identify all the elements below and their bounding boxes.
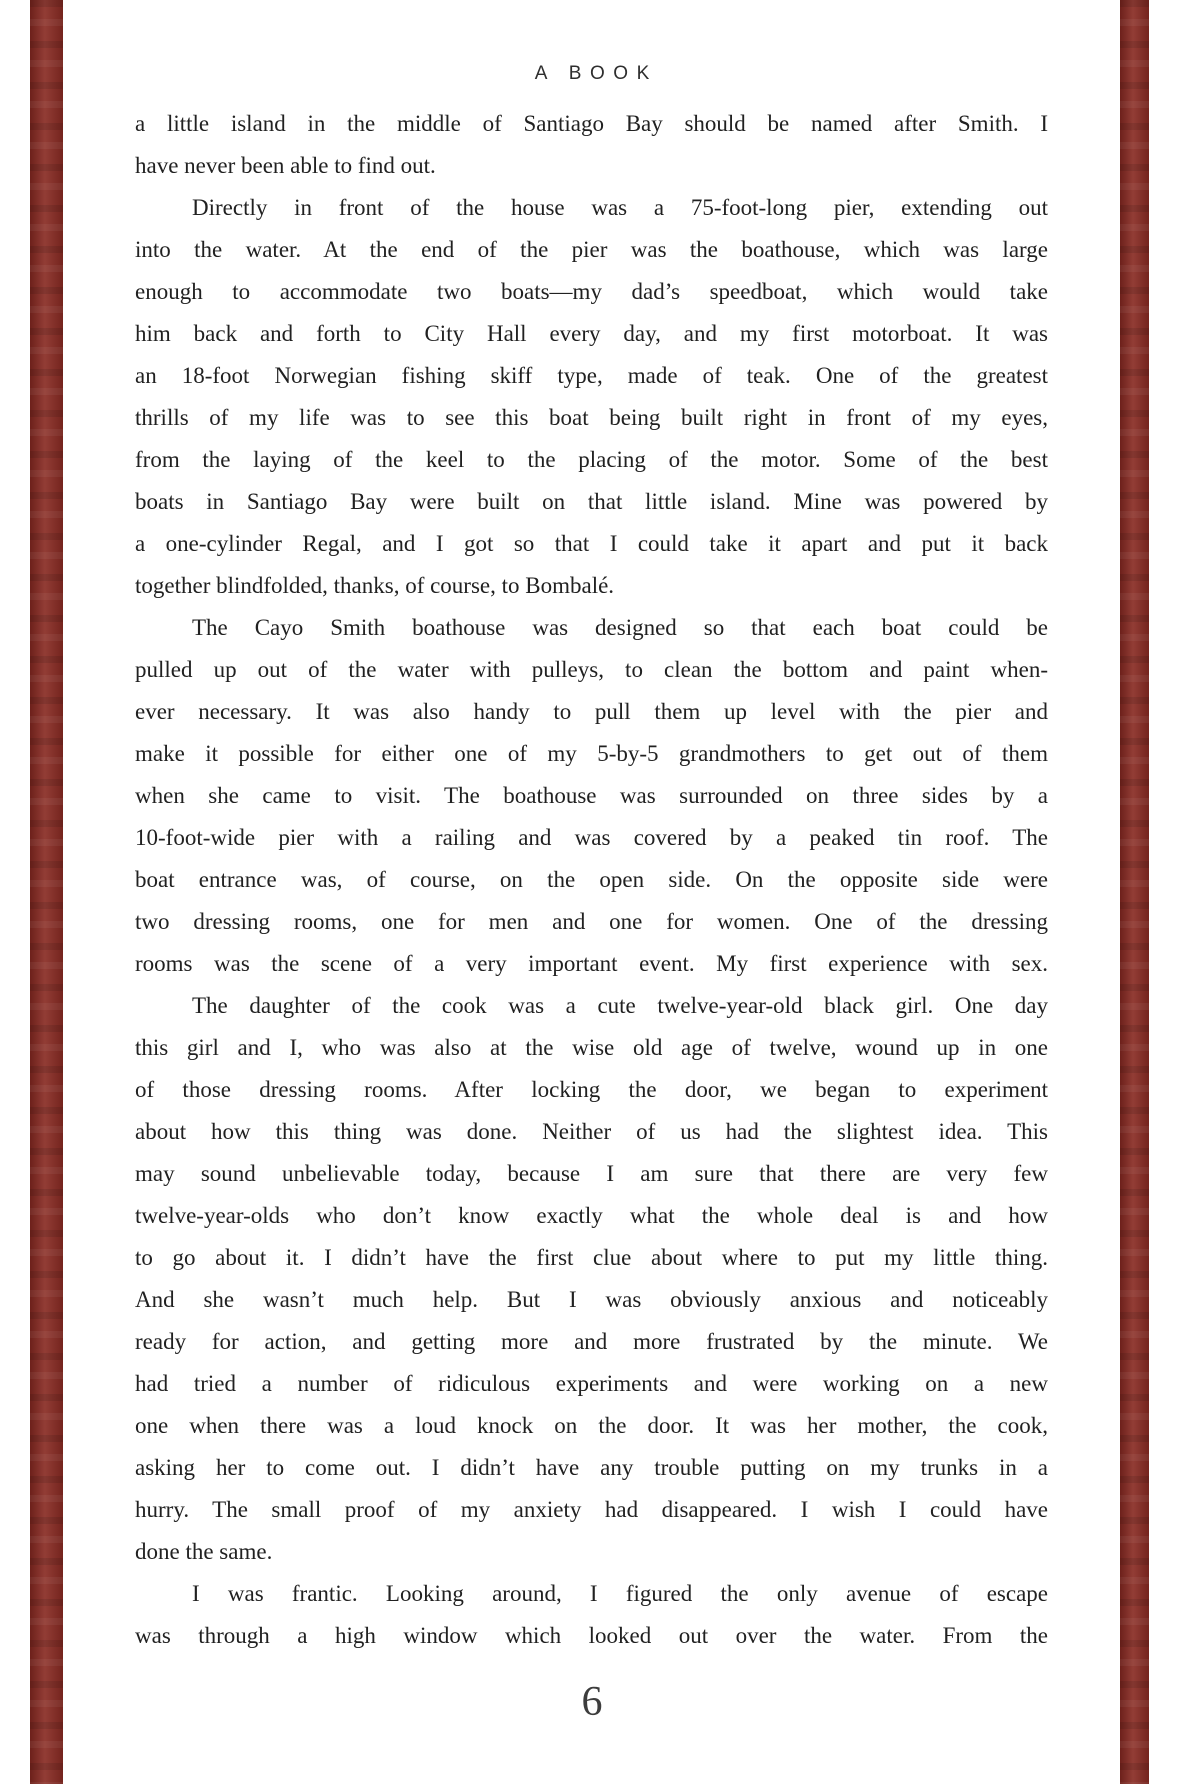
text-line: together blindfolded, thanks, of course, to Bombalé. [135,573,615,598]
text-line: thrills of my life was to see this boat being built right in front of my eyes, [135,405,1048,430]
text-line: done the same. [135,1539,273,1564]
text-line: to go about it. I didn’t have the first clue about where to put my little thing. [135,1245,1048,1270]
text-line: two dressing rooms, one for men and one for women. One of the dressing [135,909,1048,934]
text-line: when she came to visit. The boathouse was surrounded on three sides by a [135,783,1048,808]
text-line: enough to accommodate two boats—my dad’s speedboat, which would take [135,279,1048,304]
text-line: may sound unbelievable today, because I am sure that there are very few [135,1161,1048,1186]
text-line: Directly in front of the house was a 75-foot-long pier, extending out [192,195,1048,220]
text-line: The Cayo Smith boathouse was designed so that each boat could be [192,615,1048,640]
text-line: asking her to come out. I didn’t have any trouble putting on my trunks in a [135,1455,1048,1480]
text-line: had tried a number of ridiculous experiments and were working on a new [135,1371,1048,1396]
text-line: And she wasn’t much help. But I was obviously anxious and noticeably [135,1287,1048,1312]
text-line: have never been able to find out. [135,153,436,178]
text-line: hurry. The small proof of my anxiety had disappeared. I wish I could have [135,1497,1048,1522]
cover-edge-left [30,0,63,1784]
text-line: The daughter of the cook was a cute twelve-year-old black girl. One day [192,993,1048,1018]
text-line: this girl and I, who was also at the wise old age of twelve, wound up in one [135,1035,1048,1060]
text-line: pulled up out of the water with pulleys, to clean the bottom and paint when- [135,657,1048,682]
text-line: boats in Santiago Bay were built on that little island. Mine was powered by [135,489,1048,514]
text-line: an 18-foot Norwegian fishing skiff type, made of teak. One of the greatest [135,363,1048,388]
body-text [135,103,1048,1657]
text-line: I was frantic. Looking around, I figured the only avenue of escape [192,1581,1048,1606]
text-line: 10-foot-wide pier with a railing and was covered by a peaked tin roof. The [135,825,1048,850]
text-line: into the water. At the end of the pier was the boathouse, which was large [135,237,1048,262]
page-number: 6 [581,1679,603,1725]
text-line: twelve-year-olds who don’t know exactly what the whole deal is and how [135,1203,1048,1228]
page-header: A BOOK [534,63,658,84]
text-line: ever necessary. It was also handy to pull them up level with the pier and [135,699,1048,724]
text-line: a one-cylinder Regal, and I got so that I could take it apart and put it back [135,531,1048,556]
text-line: ready for action, and getting more and more frustrated by the minute. We [135,1329,1048,1354]
text-line: a little island in the middle of Santiago Bay should be named after Smith. I [135,111,1048,136]
text-line: rooms was the scene of a very important event. My first experience with sex. [135,951,1048,976]
text-line: one when there was a loud knock on the door. It was her mother, the cook, [135,1413,1048,1438]
text-line: from the laying of the keel to the placing of the motor. Some of the best [135,447,1048,472]
text-line: him back and forth to City Hall every day, and my first motorboat. It was [135,321,1048,346]
text-line: of those dressing rooms. After locking the door, we began to experiment [135,1077,1048,1102]
text-line: about how this thing was done. Neither of us had the slightest idea. This [135,1119,1048,1144]
text-line: was through a high window which looked out over the water. From the [135,1623,1048,1648]
text-line: make it possible for either one of my 5-by-5 grandmothers to get out of them [135,741,1048,766]
cover-edge-right [1120,0,1149,1784]
text-line: boat entrance was, of course, on the open side. On the opposite side were [135,867,1048,892]
